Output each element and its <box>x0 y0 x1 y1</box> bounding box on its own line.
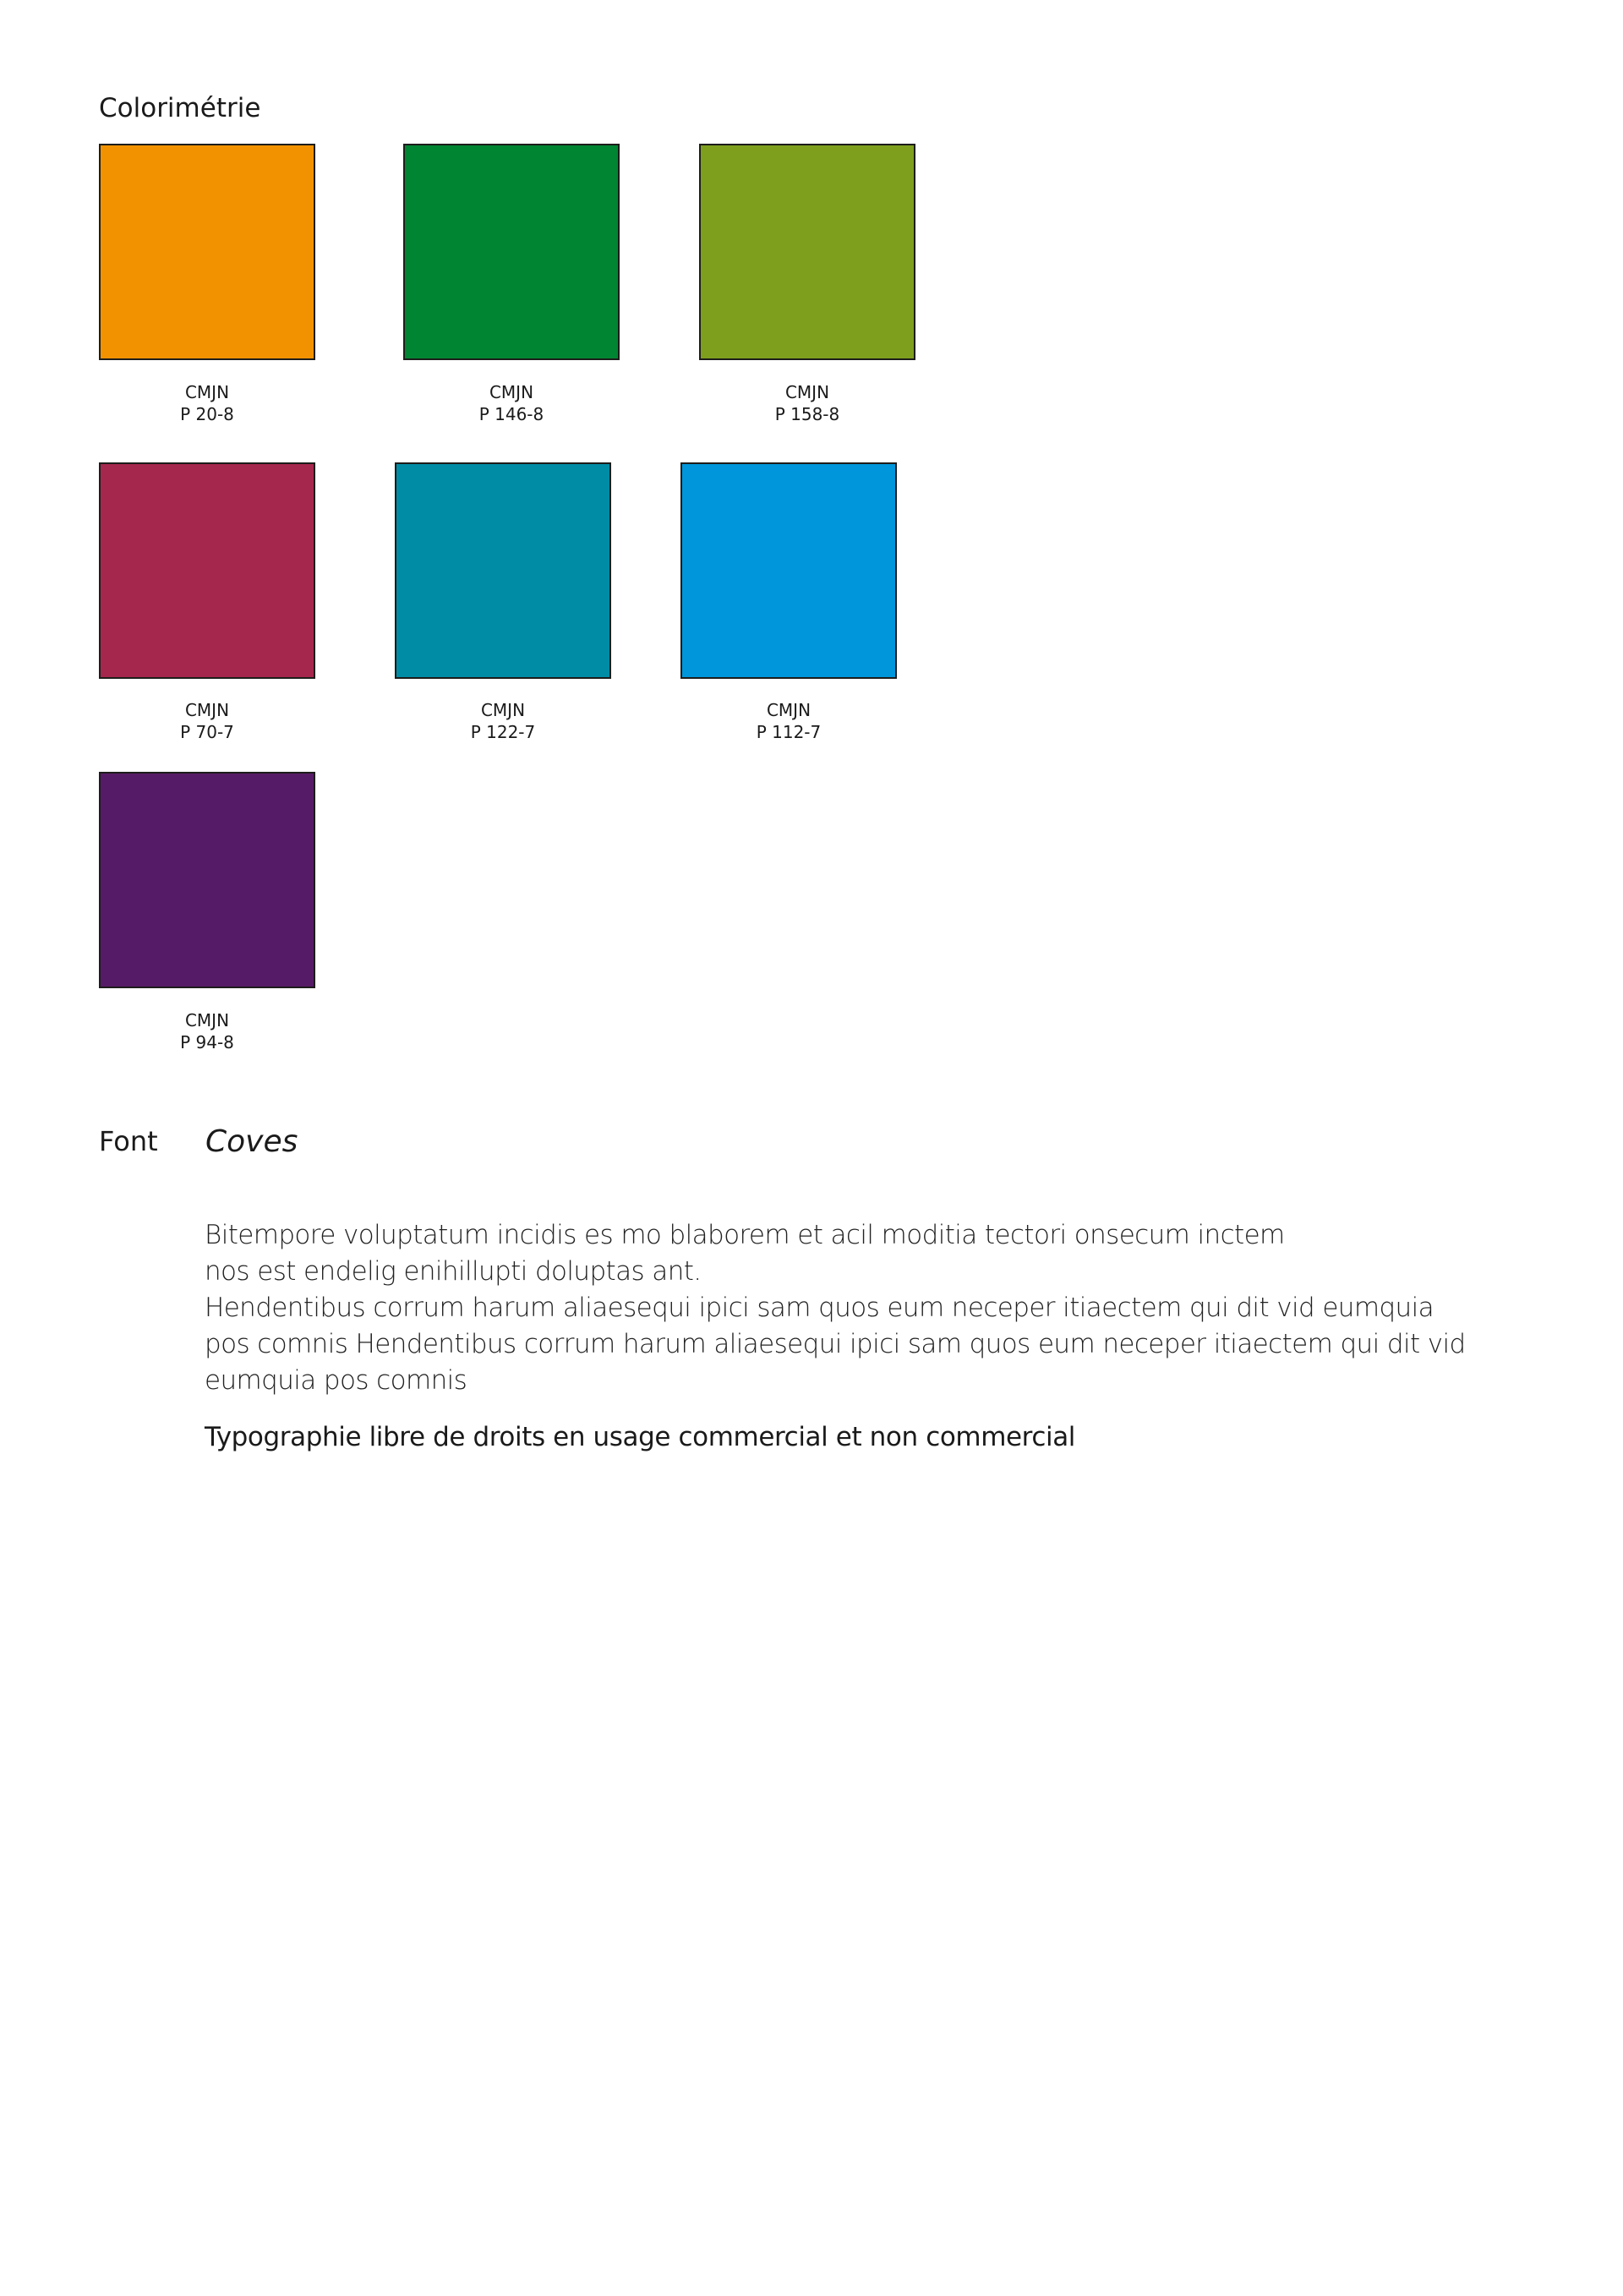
colorimetry-title: Colorimétrie <box>99 93 261 123</box>
swatch-pantone: P 158-8 <box>774 404 840 424</box>
swatch-pantone: P 70-7 <box>180 722 234 742</box>
swatch-mode: CMJN <box>480 700 526 720</box>
sample-line: nos est endelig enihillupti doluptas ant. <box>205 1256 702 1287</box>
swatch-pantone: P 94-8 <box>180 1032 234 1052</box>
color-swatch-blue <box>680 462 897 679</box>
swatch-caption <box>99 381 315 425</box>
swatch-mode: CMJN <box>184 1010 230 1030</box>
swatch-pantone: P 122-7 <box>470 722 536 742</box>
sample-line: eumquia pos comnis <box>205 1365 467 1396</box>
font-name: Coves <box>205 1124 298 1159</box>
color-swatch-teal <box>395 462 611 679</box>
color-swatch-raspberry <box>99 462 315 679</box>
swatch-caption <box>99 699 315 743</box>
color-swatch-purple <box>99 772 315 988</box>
swatch-caption <box>99 1009 315 1053</box>
sample-line: pos comnis Hendentibus corrum harum aliaesequi ipici sam quos eum neceper itiaectem qui dit vid <box>205 1329 1466 1359</box>
swatch-mode: CMJN <box>184 382 230 402</box>
swatch-caption <box>699 381 915 425</box>
font-label: Font <box>99 1125 158 1157</box>
swatch-mode: CMJN <box>766 700 812 720</box>
font-license-note: Typographie libre de droits en usage commercial et non commercial <box>205 1422 1075 1452</box>
swatch-caption <box>403 381 620 425</box>
swatch-pantone: P 112-7 <box>756 722 822 742</box>
swatch-pantone: P 146-8 <box>478 404 544 424</box>
swatch-caption <box>680 699 897 743</box>
swatch-mode: CMJN <box>184 700 230 720</box>
color-swatch-orange <box>99 144 315 360</box>
color-swatch-green <box>403 144 620 360</box>
swatch-caption <box>395 699 611 743</box>
swatch-mode: CMJN <box>784 382 830 402</box>
swatch-pantone: P 20-8 <box>180 404 234 424</box>
color-swatch-olive-green <box>699 144 915 360</box>
sample-line: Hendentibus corrum harum aliaesequi ipici sam quos eum neceper itiaectem qui dit vid eumquia <box>205 1293 1434 1323</box>
swatch-mode: CMJN <box>489 382 534 402</box>
sample-line: Bitempore voluptatum incidis es mo blaborem et acil moditia tectori onsecum inctem <box>205 1220 1285 1250</box>
font-sample-text <box>205 1217 1466 1399</box>
